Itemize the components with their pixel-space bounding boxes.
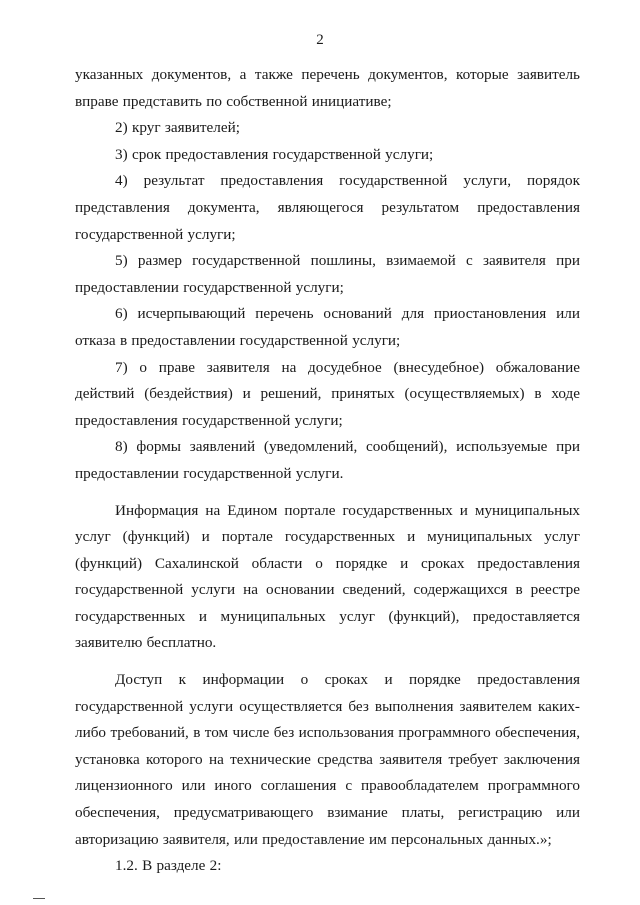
paragraph-portal-information: Информация на Едином портале государственных и муниципальных услуг (функций) и портале государственных и муниципальных услуг (функций) Сахалинской области о порядке и сроках предоставления государственной услуги на основании сведений, содержащихся в реестре государственных и муниципальных услуг (функций), предоставляется заявителю бесплатно. [75, 501, 580, 652]
list-item-applicants: 2) круг заявителей; [115, 119, 240, 137]
list-item-appeal-right: 7) о праве заявителя на досудебное (внесудебное) обжалование действий (бездействия) и решений, принятых (осуществляемых) в ходе предоставления государственной услуги; [75, 358, 580, 429]
document-body [75, 62, 580, 880]
list-item-application-forms: 8) формы заявлений (уведомлений, сообщений), используемые при предоставлении государственной услуги. [75, 438, 580, 482]
section-heading-1-2: 1.2. В разделе 2: [115, 857, 222, 875]
list-item-service-term: 3) срок предоставления государственной услуги; [115, 145, 434, 163]
page-edge-mark [33, 898, 45, 899]
list-item-state-fee: 5) размер государственной пошлины, взимаемой с заявителя при предоставлении государственной услуги; [75, 252, 580, 296]
list-item-refusal-grounds: 6) исчерпывающий перечень оснований для приостановления или отказа в предоставлении государственной услуги; [75, 305, 580, 349]
paragraph-continuation: указанных документов, а также перечень документов, которые заявитель вправе представить по собственной инициативе; [75, 66, 580, 110]
page-number: 2 [316, 32, 324, 48]
list-item-service-result: 4) результат предоставления государственной услуги, порядок представления документа, являющегося результатом предоставления государственной услуги; [75, 172, 580, 243]
paragraph-information-access: Доступ к информации о сроках и порядке предоставления государственной услуги осуществляется без выполнения заявителем каких-либо требований, в том числе без использования программного обеспечения, установка которого на технические средства заявителя требует заключения лицензионного или иного соглашения с правообладателем программного обеспечения, предусматривающего взимание платы, регистрацию или авторизацию заявителя, или предоставление им персональных данных.»; [75, 671, 580, 848]
